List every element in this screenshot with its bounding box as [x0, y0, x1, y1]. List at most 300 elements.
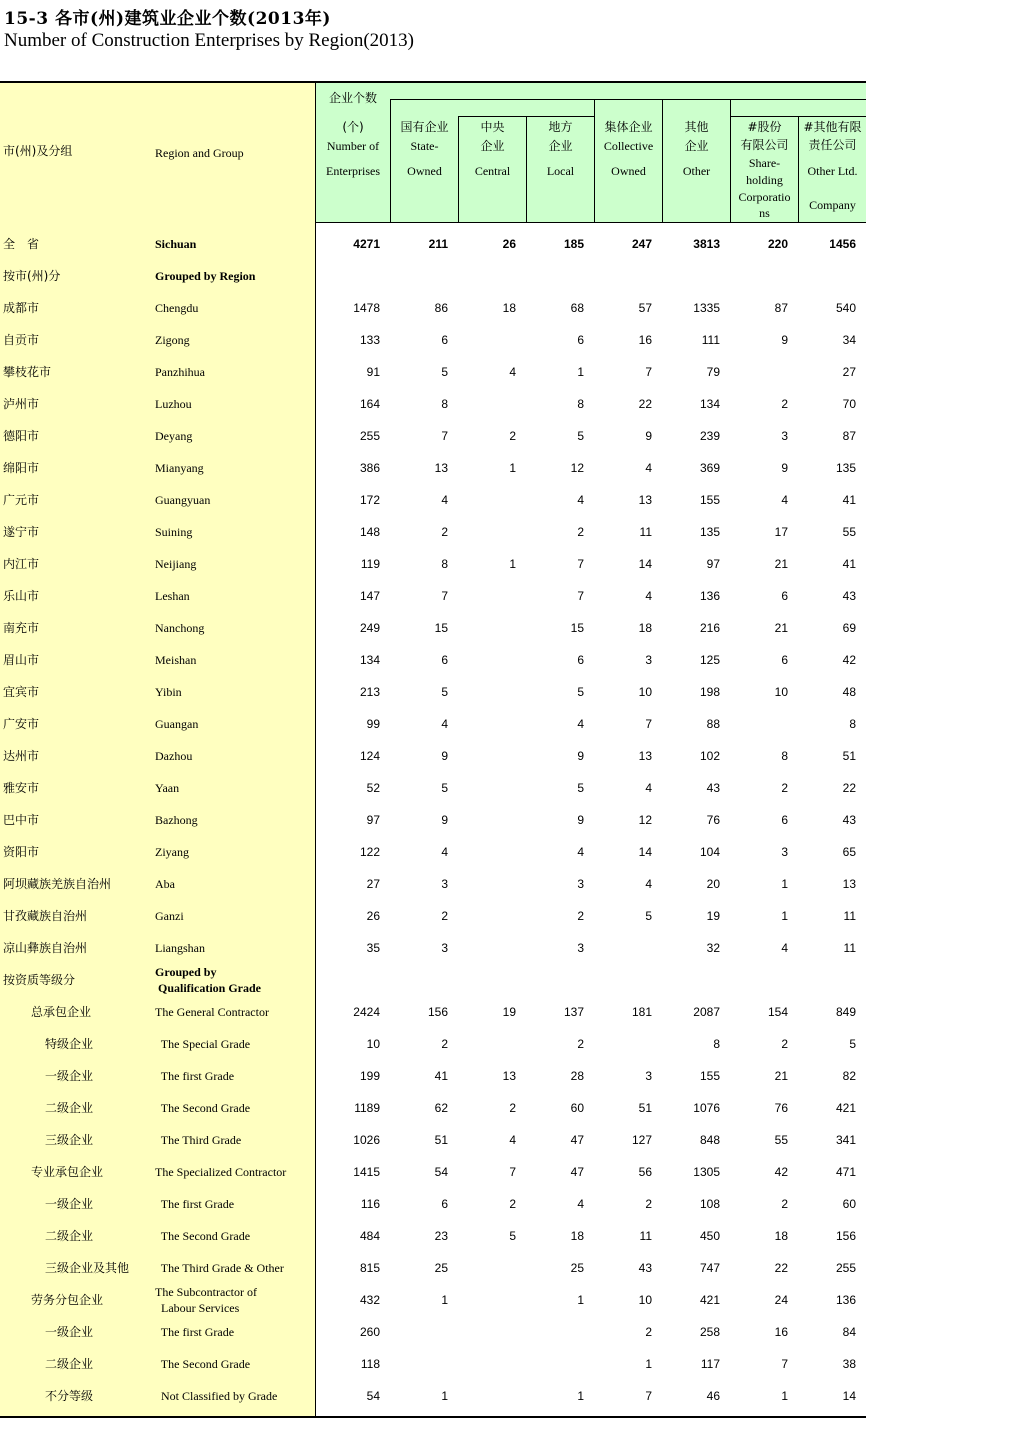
- cell-value: 97: [706, 557, 720, 571]
- cell-value: 247: [631, 237, 652, 251]
- cell-value: 108: [699, 1197, 720, 1211]
- header-total-en2: Enterprises: [326, 164, 380, 178]
- header-state-en2: Owned: [407, 164, 442, 178]
- header-total-zh: 企业个数: [328, 91, 377, 105]
- table-row: [0, 676, 866, 708]
- cell-value: 43: [842, 589, 856, 603]
- cell-value: 6: [577, 333, 584, 347]
- cell-value: 1478: [353, 301, 380, 315]
- table-row: [0, 740, 866, 772]
- cell-value: 32: [706, 941, 720, 955]
- cell-value: 6: [441, 333, 448, 347]
- cell-value: 51: [434, 1133, 448, 1147]
- cell-value: 7: [645, 717, 652, 731]
- cell-value: 7: [509, 1165, 516, 1179]
- cell-value: 136: [699, 589, 720, 603]
- cell-value: 4: [441, 717, 448, 731]
- header-local-zh2: 企业: [548, 139, 573, 153]
- header-vline-4: [594, 99, 595, 222]
- cell-value: 51: [638, 1101, 652, 1115]
- cell-value: 18: [774, 1229, 788, 1243]
- cell-value: 47: [570, 1165, 584, 1179]
- cell-value: 2: [577, 1037, 584, 1051]
- cell-value: 42: [842, 653, 856, 667]
- header-central-zh1: 中央: [480, 120, 505, 134]
- cell-value: 155: [699, 493, 720, 507]
- row-label-zh: 广安市: [3, 717, 40, 731]
- cell-value: 20: [706, 877, 720, 891]
- row-label-en: The Specialized Contractor: [155, 1165, 287, 1179]
- table-row: [0, 452, 866, 484]
- cell-value: 122: [359, 845, 380, 859]
- cell-value: 7: [441, 589, 448, 603]
- cell-value: 198: [699, 685, 720, 699]
- cell-value: 14: [638, 845, 652, 859]
- header-collective-en1: Collective: [603, 139, 654, 153]
- cell-value: 21: [774, 557, 788, 571]
- cell-value: 2: [441, 1037, 448, 1051]
- cell-value: 56: [638, 1165, 652, 1179]
- cell-value: 386: [359, 461, 380, 475]
- row-label-en: Suining: [155, 525, 193, 539]
- cell-value: 35: [366, 941, 380, 955]
- header-vline-2: [458, 116, 459, 222]
- cell-value: 6: [781, 653, 788, 667]
- cell-value: 4: [577, 845, 584, 859]
- header-other-zh1: 其他: [684, 120, 709, 134]
- header-other-en: Other: [682, 164, 711, 178]
- cell-value: 1: [577, 365, 584, 379]
- table-row: [0, 292, 866, 324]
- cell-value: 181: [631, 1005, 652, 1019]
- cell-value: 213: [359, 685, 380, 699]
- cell-value: 18: [638, 621, 652, 635]
- row-label-en: The first Grade: [155, 1069, 235, 1083]
- cell-value: 125: [699, 653, 720, 667]
- cell-value: 57: [638, 301, 652, 315]
- header-central-zh2: 企业: [480, 139, 505, 153]
- cell-value: 2: [509, 1197, 516, 1211]
- row-label-zh: 阿坝藏族羌族自治州: [3, 877, 112, 891]
- cell-value: 18: [570, 1229, 584, 1243]
- table-row: [0, 1124, 866, 1156]
- header-vline-6: [730, 99, 731, 222]
- cell-value: 119: [360, 557, 380, 571]
- cell-value: 249: [359, 621, 380, 635]
- cell-value: 41: [842, 493, 856, 507]
- cell-value: 11: [843, 909, 856, 923]
- table-row: [0, 420, 866, 452]
- cell-value: 2: [509, 429, 516, 443]
- row-label-en: Nanchong: [155, 621, 205, 635]
- row-label-zh: 二级企业: [45, 1229, 94, 1243]
- cell-value: 42: [774, 1165, 788, 1179]
- cell-value: 4: [577, 717, 584, 731]
- row-label-en: The General Contractor: [155, 1005, 269, 1019]
- cell-value: 25: [434, 1261, 448, 1275]
- cell-value: 9: [441, 813, 448, 827]
- row-label-zh: 不分等级: [45, 1389, 94, 1403]
- row-label-en: Sichuan: [155, 237, 197, 251]
- cell-value: 6: [441, 653, 448, 667]
- header-share-en2: holding: [746, 173, 783, 187]
- cell-value: 12: [638, 813, 652, 827]
- table-row: [0, 1284, 866, 1316]
- header-share-en1: Share-: [748, 156, 781, 170]
- cell-value: 484: [359, 1229, 380, 1243]
- cell-value: 7: [441, 429, 448, 443]
- cell-value: 27: [842, 365, 856, 379]
- table-row: [0, 228, 866, 260]
- cell-value: 1: [781, 909, 788, 923]
- row-label-en: The first Grade: [155, 1197, 235, 1211]
- cell-value: 1335: [693, 301, 720, 315]
- cell-value: 1: [441, 1293, 448, 1307]
- row-label-zh: 德阳市: [3, 429, 40, 443]
- cell-value: 255: [835, 1261, 856, 1275]
- row-label-zh: 宜宾市: [3, 685, 40, 699]
- table-row: [0, 836, 866, 868]
- row-label-zh: 资阳市: [3, 845, 40, 859]
- cell-value: 432: [359, 1293, 380, 1307]
- table-row: [0, 548, 866, 580]
- cell-value: 3813: [693, 237, 720, 251]
- cell-value: 10: [638, 685, 652, 699]
- table-row: [0, 900, 866, 932]
- cell-value: 3: [781, 429, 788, 443]
- cell-value: 88: [706, 717, 720, 731]
- cell-value: 68: [570, 301, 584, 315]
- row-label-zh: 巴中市: [3, 813, 40, 827]
- cell-value: 51: [842, 749, 856, 763]
- header-region-zh: 市(州)及分组: [3, 144, 73, 158]
- cell-value: 6: [781, 589, 788, 603]
- cell-value: 41: [842, 557, 856, 571]
- cell-value: 99: [366, 717, 380, 731]
- cell-value: 848: [699, 1133, 720, 1147]
- cell-value: 23: [434, 1229, 448, 1243]
- cell-value: 172: [359, 493, 380, 507]
- cell-value: 17: [774, 525, 788, 539]
- table-row: [0, 772, 866, 804]
- row-label-zh: 专业承包企业: [31, 1165, 104, 1179]
- cell-value: 5: [577, 685, 584, 699]
- cell-value: 60: [570, 1101, 584, 1115]
- row-label-en: The Second Grade: [155, 1101, 251, 1115]
- cell-value: 2: [781, 397, 788, 411]
- cell-value: 13: [638, 749, 652, 763]
- cell-value: 60: [842, 1197, 856, 1211]
- cell-value: 41: [434, 1069, 448, 1083]
- header-share-zh1: #股份: [747, 120, 782, 134]
- cell-value: 747: [699, 1261, 720, 1275]
- cell-value: 13: [434, 461, 448, 475]
- cell-value: 2: [781, 1037, 788, 1051]
- cell-value: 6: [577, 653, 584, 667]
- cell-value: 82: [842, 1069, 856, 1083]
- cell-value: 1026: [353, 1133, 380, 1147]
- cell-value: 24: [774, 1293, 788, 1307]
- row-label-en: Bazhong: [155, 813, 198, 827]
- cell-value: 341: [835, 1133, 856, 1147]
- row-label-zh: 全 省: [3, 237, 40, 251]
- cell-value: 5: [509, 1229, 516, 1243]
- header-vline-7: [798, 116, 799, 222]
- cell-value: 4: [781, 941, 788, 955]
- table-row: [0, 1348, 866, 1380]
- cell-value: 7: [781, 1357, 788, 1371]
- cell-value: 3: [441, 877, 448, 891]
- table-row: [0, 260, 866, 292]
- table-row: [0, 1060, 866, 1092]
- cell-value: 156: [427, 1005, 448, 1019]
- row-label-en: Liangshan: [155, 941, 205, 955]
- row-label-zh: 一级企业: [45, 1197, 94, 1211]
- cell-value: 1189: [354, 1101, 380, 1115]
- cell-value: 1305: [693, 1165, 720, 1179]
- cell-value: 69: [842, 621, 856, 635]
- cell-value: 46: [706, 1389, 720, 1403]
- header-local-zh1: 地方: [548, 120, 573, 134]
- cell-value: 3: [645, 653, 652, 667]
- row-label-zh: 成都市: [3, 301, 40, 315]
- row-label-en: The Subcontractor of Labour Services: [155, 1285, 257, 1315]
- cell-value: 258: [699, 1325, 720, 1339]
- cell-value: 104: [699, 845, 720, 859]
- cell-value: 55: [842, 525, 856, 539]
- cell-value: 5: [441, 685, 448, 699]
- cell-value: 1: [781, 1389, 788, 1403]
- cell-value: 369: [699, 461, 720, 475]
- header-share-en3: Corporatio: [738, 190, 791, 204]
- cell-value: 10: [366, 1037, 380, 1051]
- cell-value: 22: [638, 397, 652, 411]
- cell-value: 21: [774, 1069, 788, 1083]
- cell-value: 1: [441, 1389, 448, 1403]
- cell-value: 117: [700, 1357, 720, 1371]
- cell-value: 1456: [829, 237, 856, 251]
- cell-value: 43: [638, 1261, 652, 1275]
- table-row: [0, 932, 866, 964]
- row-label-zh: 总承包企业: [31, 1005, 92, 1019]
- cell-value: 6: [781, 813, 788, 827]
- header-ltd-en2: Company: [809, 198, 856, 212]
- table-row: [0, 580, 866, 612]
- cell-value: 211: [428, 237, 448, 251]
- cell-value: 154: [767, 1005, 788, 1019]
- cell-value: 199: [359, 1069, 380, 1083]
- cell-value: 76: [706, 813, 720, 827]
- cell-value: 27: [366, 877, 380, 891]
- table-row: [0, 1252, 866, 1284]
- header-state-en1: State-: [410, 139, 439, 153]
- cell-value: 9: [441, 749, 448, 763]
- cell-value: 10: [774, 685, 788, 699]
- cell-value: 16: [638, 333, 652, 347]
- cell-value: 8: [713, 1037, 720, 1051]
- table-row: [0, 1092, 866, 1124]
- header-collective-en2: Owned: [611, 164, 646, 178]
- cell-value: 18: [502, 301, 516, 315]
- cell-value: 70: [842, 397, 856, 411]
- cell-value: 54: [434, 1165, 448, 1179]
- cell-value: 3: [577, 877, 584, 891]
- cell-value: 255: [359, 429, 380, 443]
- cell-value: 216: [699, 621, 720, 635]
- table-row: [0, 516, 866, 548]
- cell-value: 7: [577, 557, 584, 571]
- row-label-zh: 三级企业: [45, 1133, 94, 1147]
- cell-value: 4271: [353, 237, 380, 251]
- cell-value: 1415: [353, 1165, 380, 1179]
- cell-value: 2: [441, 909, 448, 923]
- cell-value: 4: [645, 461, 652, 475]
- cell-value: 4: [577, 493, 584, 507]
- table-row: [0, 868, 866, 900]
- header-other-zh2: 企业: [684, 139, 709, 153]
- row-label-en: Deyang: [155, 429, 193, 443]
- cell-value: 421: [699, 1293, 720, 1307]
- table-row: [0, 1220, 866, 1252]
- table-row: [0, 484, 866, 516]
- header-vline-3: [526, 116, 527, 222]
- row-label-zh: 广元市: [3, 493, 40, 507]
- table-row: [0, 324, 866, 356]
- row-label-zh: 遂宁市: [3, 525, 40, 539]
- row-label-en: Guangan: [155, 717, 199, 731]
- cell-value: 5: [849, 1037, 856, 1051]
- cell-value: 19: [502, 1005, 516, 1019]
- row-label-en: The Special Grade: [155, 1037, 251, 1051]
- cell-value: 10: [638, 1293, 652, 1307]
- row-label-en: Dazhou: [155, 749, 193, 763]
- cell-value: 19: [706, 909, 720, 923]
- row-label-zh: 劳务分包企业: [31, 1293, 104, 1307]
- cell-value: 4: [645, 877, 652, 891]
- row-label-zh: 南充市: [3, 621, 40, 635]
- row-label-zh: 按资质等级分: [3, 973, 76, 987]
- cell-value: 1076: [693, 1101, 720, 1115]
- cell-value: 9: [645, 429, 652, 443]
- cell-value: 127: [631, 1133, 652, 1147]
- header-vline-1: [390, 99, 391, 222]
- row-label-zh: 特级企业: [45, 1037, 94, 1051]
- cell-value: 2: [509, 1101, 516, 1115]
- row-label-zh: 二级企业: [45, 1101, 94, 1115]
- cell-value: 26: [366, 909, 380, 923]
- cell-value: 135: [699, 525, 720, 539]
- cell-value: 9: [577, 749, 584, 763]
- row-label-en: Mianyang: [155, 461, 204, 475]
- row-label-en: Meishan: [155, 653, 197, 667]
- cell-value: 34: [842, 333, 856, 347]
- cell-value: 2: [577, 909, 584, 923]
- table-row: [0, 644, 866, 676]
- cell-value: 147: [359, 589, 380, 603]
- table-row: [0, 1188, 866, 1220]
- row-label-zh: 一级企业: [45, 1325, 94, 1339]
- cell-value: 5: [577, 781, 584, 795]
- row-label-zh: 三级企业及其他: [45, 1261, 130, 1275]
- cell-value: 13: [502, 1069, 516, 1083]
- header-share-en4: ns: [759, 206, 770, 220]
- cell-value: 164: [359, 397, 380, 411]
- row-label-zh: 凉山彝族自治州: [3, 941, 88, 955]
- header-collective-zh: 集体企业: [604, 120, 653, 134]
- cell-value: 7: [645, 1389, 652, 1403]
- cell-value: 4: [509, 1133, 516, 1147]
- cell-value: 14: [842, 1389, 856, 1403]
- cell-value: 4: [781, 493, 788, 507]
- cell-value: 3: [441, 941, 448, 955]
- cell-value: 135: [835, 461, 856, 475]
- cell-value: 25: [570, 1261, 584, 1275]
- cell-value: 5: [577, 429, 584, 443]
- row-label-en: Guangyuan: [155, 493, 211, 507]
- row-label-en: Yaan: [155, 781, 180, 795]
- cell-value: 2: [781, 781, 788, 795]
- cell-value: 65: [842, 845, 856, 859]
- cell-value: 15: [434, 621, 448, 635]
- table-row: [0, 964, 866, 996]
- cell-value: 87: [842, 429, 856, 443]
- cell-value: 4: [645, 781, 652, 795]
- row-label-en: Aba: [155, 877, 175, 891]
- row-label-zh: 攀枝花市: [3, 365, 52, 379]
- cell-value: 4: [441, 493, 448, 507]
- row-label-en: Panzhihua: [155, 365, 205, 379]
- cell-value: 52: [366, 781, 380, 795]
- cell-value: 22: [774, 1261, 788, 1275]
- table-row: [0, 1380, 866, 1412]
- row-label-zh: 甘孜藏族自治州: [3, 909, 88, 923]
- cell-value: 1: [577, 1389, 584, 1403]
- table-row: [0, 804, 866, 836]
- row-label-en: The Third Grade & Other: [155, 1261, 284, 1275]
- cell-value: 79: [706, 365, 720, 379]
- cell-value: 62: [434, 1101, 448, 1115]
- cell-value: 111: [701, 333, 720, 347]
- table-row: [0, 708, 866, 740]
- header-ltd-zh2: 责任公司: [808, 138, 857, 152]
- row-label-en: Grouped by Qualification Grade: [155, 965, 261, 995]
- cell-value: 1: [509, 461, 516, 475]
- cell-value: 2: [645, 1197, 652, 1211]
- header-central-en: Central: [474, 164, 511, 178]
- header-local-en: Local: [546, 164, 575, 178]
- cell-value: 7: [645, 365, 652, 379]
- row-label-zh: 乐山市: [3, 589, 40, 603]
- cell-value: 47: [570, 1133, 584, 1147]
- row-label-zh: 自贡市: [3, 333, 40, 347]
- table-row: [0, 1028, 866, 1060]
- cell-value: 540: [835, 301, 856, 315]
- cell-value: 8: [577, 397, 584, 411]
- cell-value: 2: [781, 1197, 788, 1211]
- cell-value: 3: [577, 941, 584, 955]
- row-label-en: Zigong: [155, 333, 190, 347]
- cell-value: 9: [577, 813, 584, 827]
- cell-value: 1: [509, 557, 516, 571]
- cell-value: 5: [441, 365, 448, 379]
- cell-value: 815: [359, 1261, 380, 1275]
- table-header: [0, 83, 866, 222]
- cell-value: 8: [441, 557, 448, 571]
- cell-value: 2424: [353, 1005, 380, 1019]
- row-label-en: Leshan: [155, 589, 190, 603]
- cell-value: 118: [360, 1357, 380, 1371]
- row-label-zh: 泸州市: [3, 397, 40, 411]
